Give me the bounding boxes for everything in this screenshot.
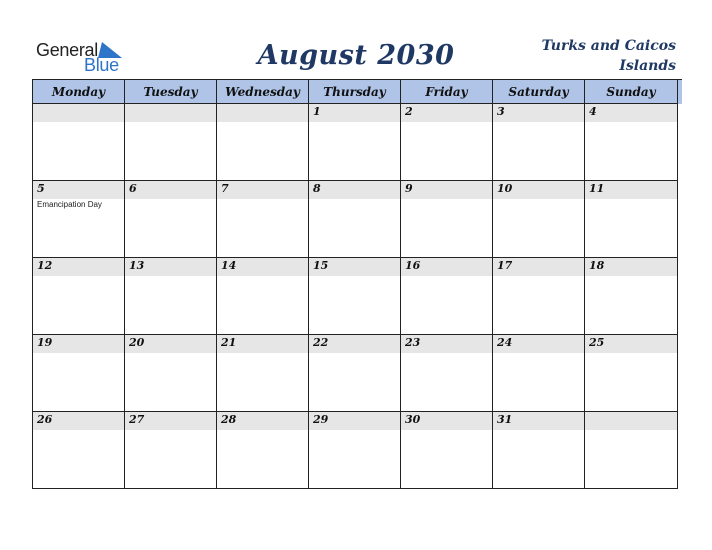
day-cell (125, 335, 217, 412)
day-number: 31 (497, 413, 513, 426)
day-header-strip (33, 258, 124, 276)
day-cell (401, 335, 493, 412)
day-header-strip (309, 181, 400, 199)
day-header-strip (493, 258, 584, 276)
day-cell (585, 258, 678, 335)
day-header-strip (217, 104, 308, 122)
week-row (33, 104, 682, 181)
day-number: 29 (313, 413, 329, 426)
day-cell (585, 335, 678, 412)
day-header-strip (217, 181, 308, 199)
weekday-monday: Monday (33, 80, 125, 104)
weekday-friday: Friday (401, 80, 493, 104)
holiday-label: Emancipation Day (37, 200, 102, 209)
day-number: 15 (313, 259, 329, 272)
day-header-strip (33, 335, 124, 353)
day-number: 1 (313, 105, 321, 118)
weekday-wednesday: Wednesday (217, 80, 309, 104)
day-cell (217, 181, 309, 258)
day-cell (125, 412, 217, 489)
day-number: 8 (313, 182, 321, 195)
day-header-strip (125, 258, 216, 276)
week-row (33, 412, 682, 489)
day-number: 14 (221, 259, 237, 272)
day-cell (309, 412, 401, 489)
day-cell (401, 104, 493, 181)
day-number: 28 (221, 413, 237, 426)
day-header-strip (125, 181, 216, 199)
day-header-strip (585, 181, 677, 199)
day-number: 18 (589, 259, 605, 272)
day-cell (125, 181, 217, 258)
day-cell (401, 412, 493, 489)
day-cell (125, 258, 217, 335)
day-cell (309, 181, 401, 258)
calendar-grid (32, 79, 682, 489)
day-header-strip (401, 181, 492, 199)
day-cell (493, 181, 585, 258)
day-header-strip (125, 335, 216, 353)
day-cell (309, 104, 401, 181)
day-header-strip (33, 104, 124, 122)
day-number: 23 (405, 336, 421, 349)
calendar-title: August 2030 (257, 40, 455, 71)
day-header-strip (493, 104, 584, 122)
logo-general-text: General (36, 40, 98, 60)
day-header-strip (401, 412, 492, 430)
day-header-strip (309, 104, 400, 122)
day-cell (309, 258, 401, 335)
day-number: 6 (129, 182, 137, 195)
region-name: Turks and Caicos Islands (541, 38, 676, 74)
day-header-strip (217, 258, 308, 276)
day-number: 20 (129, 336, 145, 349)
day-cell (217, 412, 309, 489)
day-cell (33, 258, 125, 335)
day-header-strip (309, 335, 400, 353)
day-cell (33, 104, 125, 181)
day-number: 11 (589, 182, 605, 195)
day-header-strip (309, 258, 400, 276)
day-number: 16 (405, 259, 421, 272)
day-cell (401, 181, 493, 258)
day-cell (217, 335, 309, 412)
day-cell (585, 412, 678, 489)
day-cell (33, 412, 125, 489)
day-header-strip (493, 181, 584, 199)
day-number: 27 (129, 413, 145, 426)
day-number: 7 (221, 182, 229, 195)
weeks-container (33, 104, 682, 489)
day-number: 24 (497, 336, 513, 349)
weekday-header-row (33, 80, 682, 104)
week-row (33, 335, 682, 412)
day-header-strip (401, 104, 492, 122)
day-cell (33, 181, 125, 258)
day-number: 22 (313, 336, 329, 349)
day-header-strip (125, 412, 216, 430)
day-header-strip (493, 335, 584, 353)
day-cell (217, 104, 309, 181)
logo-blue-text: Blue (84, 55, 119, 75)
day-number: 30 (405, 413, 421, 426)
day-number: 10 (497, 182, 513, 195)
day-number: 12 (37, 259, 53, 272)
day-cell (217, 258, 309, 335)
weekday-tuesday: Tuesday (125, 80, 217, 104)
day-number: 13 (129, 259, 145, 272)
week-row (33, 258, 682, 335)
day-number: 17 (497, 259, 513, 272)
day-header-strip (585, 335, 677, 353)
day-header-strip (217, 335, 308, 353)
day-header-strip (585, 258, 677, 276)
day-cell (401, 258, 493, 335)
day-header-strip (585, 104, 677, 122)
day-number: 21 (221, 336, 237, 349)
day-header-strip (309, 412, 400, 430)
generalblue-logo (36, 40, 136, 76)
day-cell (585, 181, 678, 258)
day-cell (33, 335, 125, 412)
day-cell (493, 335, 585, 412)
day-number: 4 (589, 105, 597, 118)
day-number: 5 (37, 182, 45, 195)
day-header-strip (493, 412, 584, 430)
weekday-saturday: Saturday (493, 80, 585, 104)
day-number: 19 (37, 336, 53, 349)
day-header-strip (401, 335, 492, 353)
day-header-strip (33, 181, 124, 199)
weekday-thursday: Thursday (309, 80, 401, 104)
day-header-strip (33, 412, 124, 430)
day-number: 3 (497, 105, 505, 118)
day-number: 9 (405, 182, 413, 195)
weekday-sunday: Sunday (585, 80, 678, 104)
day-number: 26 (37, 413, 53, 426)
day-number: 2 (405, 105, 413, 118)
week-row (33, 181, 682, 258)
day-cell (585, 104, 678, 181)
day-cell (493, 258, 585, 335)
day-cell (493, 412, 585, 489)
day-cell (125, 104, 217, 181)
day-header-strip (125, 104, 216, 122)
day-cell (493, 104, 585, 181)
day-number: 25 (589, 336, 605, 349)
day-cell (309, 335, 401, 412)
day-header-strip (585, 412, 677, 430)
day-header-strip (217, 412, 308, 430)
day-header-strip (401, 258, 492, 276)
